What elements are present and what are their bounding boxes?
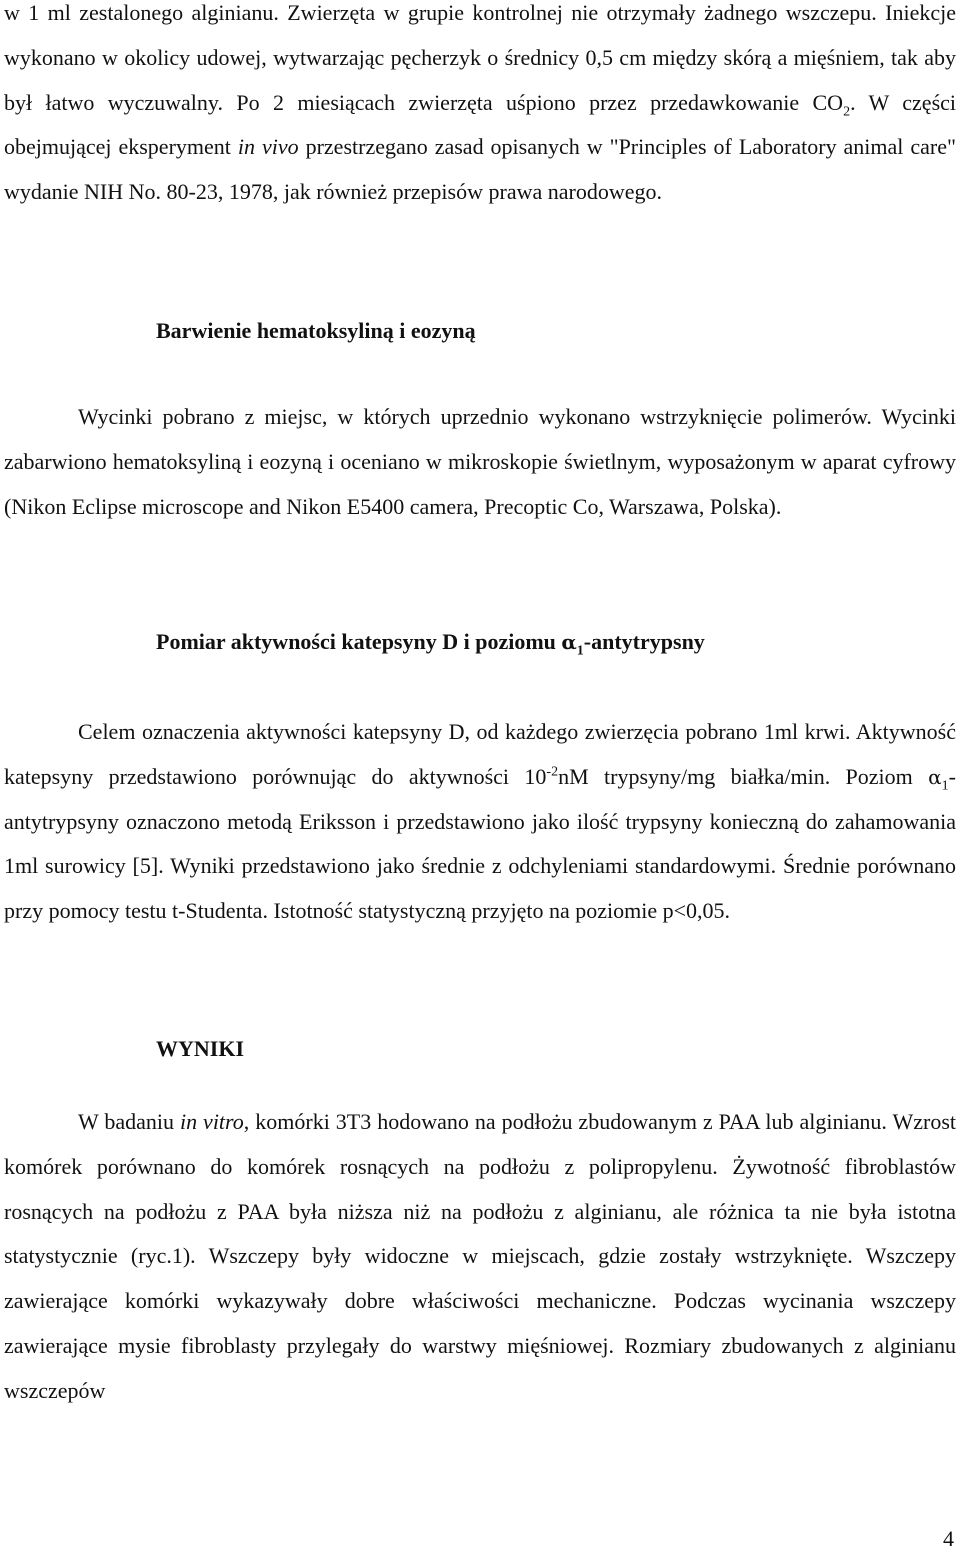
co2-subscript: 2 [843, 103, 851, 119]
alpha-symbol: α [928, 764, 942, 789]
in-vivo-italic: in vivo [237, 134, 299, 160]
paragraph-methods-implantation [4, 0, 956, 215]
paragraph4-tail: , komórki 3T3 hodowano na podłożu zbudowanym z PAA lub alginianu. Wzrost komórek porównano do komórek rosnących na podłożu z polipropylenu. Żywotność fibroblastów rosnących na podłożu z PAA była niższa niż na podłożu z alginianu, ale różnica ta nie była istotna statystycznie (ryc.1). Wszczepy były widoczne w miejscach, gdzie zostały wstrzyknięte. Wszczepy zawierające komórki wykazywały dobre właściwości mechaniczne. Podczas wycinania wszczepy zawierające mysie fibroblasty przylegały do warstwy mięśniowej. Rozmiary zbudowanych z alginianu wszczepów [4, 1109, 956, 1403]
paragraph4-lead: W badaniu [78, 1109, 180, 1134]
in-vitro-italic: in vitro [179, 1109, 244, 1134]
paragraph1-mid: . W części obejmującej eksperyment [4, 89, 957, 160]
heading2-tail: -antytrypsny [583, 629, 705, 654]
section-heading-staining: Barwienie hematoksyliną i eozyną [156, 318, 476, 343]
paragraph-staining: Wycinki pobrano z miejsc, w których uprzednio wykonano wstrzyknięcie polimerów. Wycinki zabarwiono hematoksyliną i eozyną i oceniano w mikroskopie świetlnym, wyposażonym w aparat cyfrowy (Nikon Eclipse microscope and Nikon E5400 camera, Precoptic Co, Warszawa, Polska). [4, 404, 956, 519]
alpha-symbol: α [561, 630, 577, 654]
heading2-lead: Pomiar aktywności katepsyny D i poziomu [156, 629, 562, 654]
paragraph-results [4, 1100, 956, 1414]
exponent-superscript: -2 [546, 764, 559, 780]
paragraph-cathepsin [4, 710, 956, 934]
section-heading-cathepsin [156, 620, 705, 664]
section-heading-results: WYNIKI [156, 1036, 245, 1061]
paragraph1-lead: w 1 ml zestalonego alginianu. Zwierzęta w grupie kontrolnej nie otrzymały żadnego wszczepu. Iniekcje wykonano w okolicy udowej, wytwarzając pęcherzyk o średnicy 0,5 cm między skórą a mięśniem, tak aby był łatwo wyczuwalny. Po 2 miesiącach zwierzęta uśpiono przez przedawkowanie CO [4, 0, 956, 115]
page-number: 4 [943, 1526, 954, 1551]
paragraph1-tail: przestrzegano zasad opisanych w "Principles of Laboratory animal care" wydanie NIH No. 80-23, 1978, jak również przepisów prawa narodowego. [4, 134, 956, 205]
paragraph3-lead: Celem oznaczenia aktywności katepsyny D, od każdego zwierzęcia pobrano 1ml krwi. Aktywność katepsyny przedstawiono porównując do aktywności 10 [4, 719, 956, 789]
alpha-subscript: 1 [941, 778, 949, 794]
paragraph3-mid: nM trypsyny/mg białka/min. Poziom [558, 763, 929, 789]
paragraph3-tail: -antytrypsyny oznaczono metodą Eriksson i przedstawiono jako ilość trypsyny konieczną do zahamowania 1ml surowicy [5]. Wyniki przedstawiono jako średnie z odchyleniami standardowymi. Średnie porównano przy pomocy testu t-Studenta. Istotność statystyczną przyjęto na poziomie p<0,05. [4, 763, 956, 924]
alpha-subscript: 1 [576, 643, 584, 659]
